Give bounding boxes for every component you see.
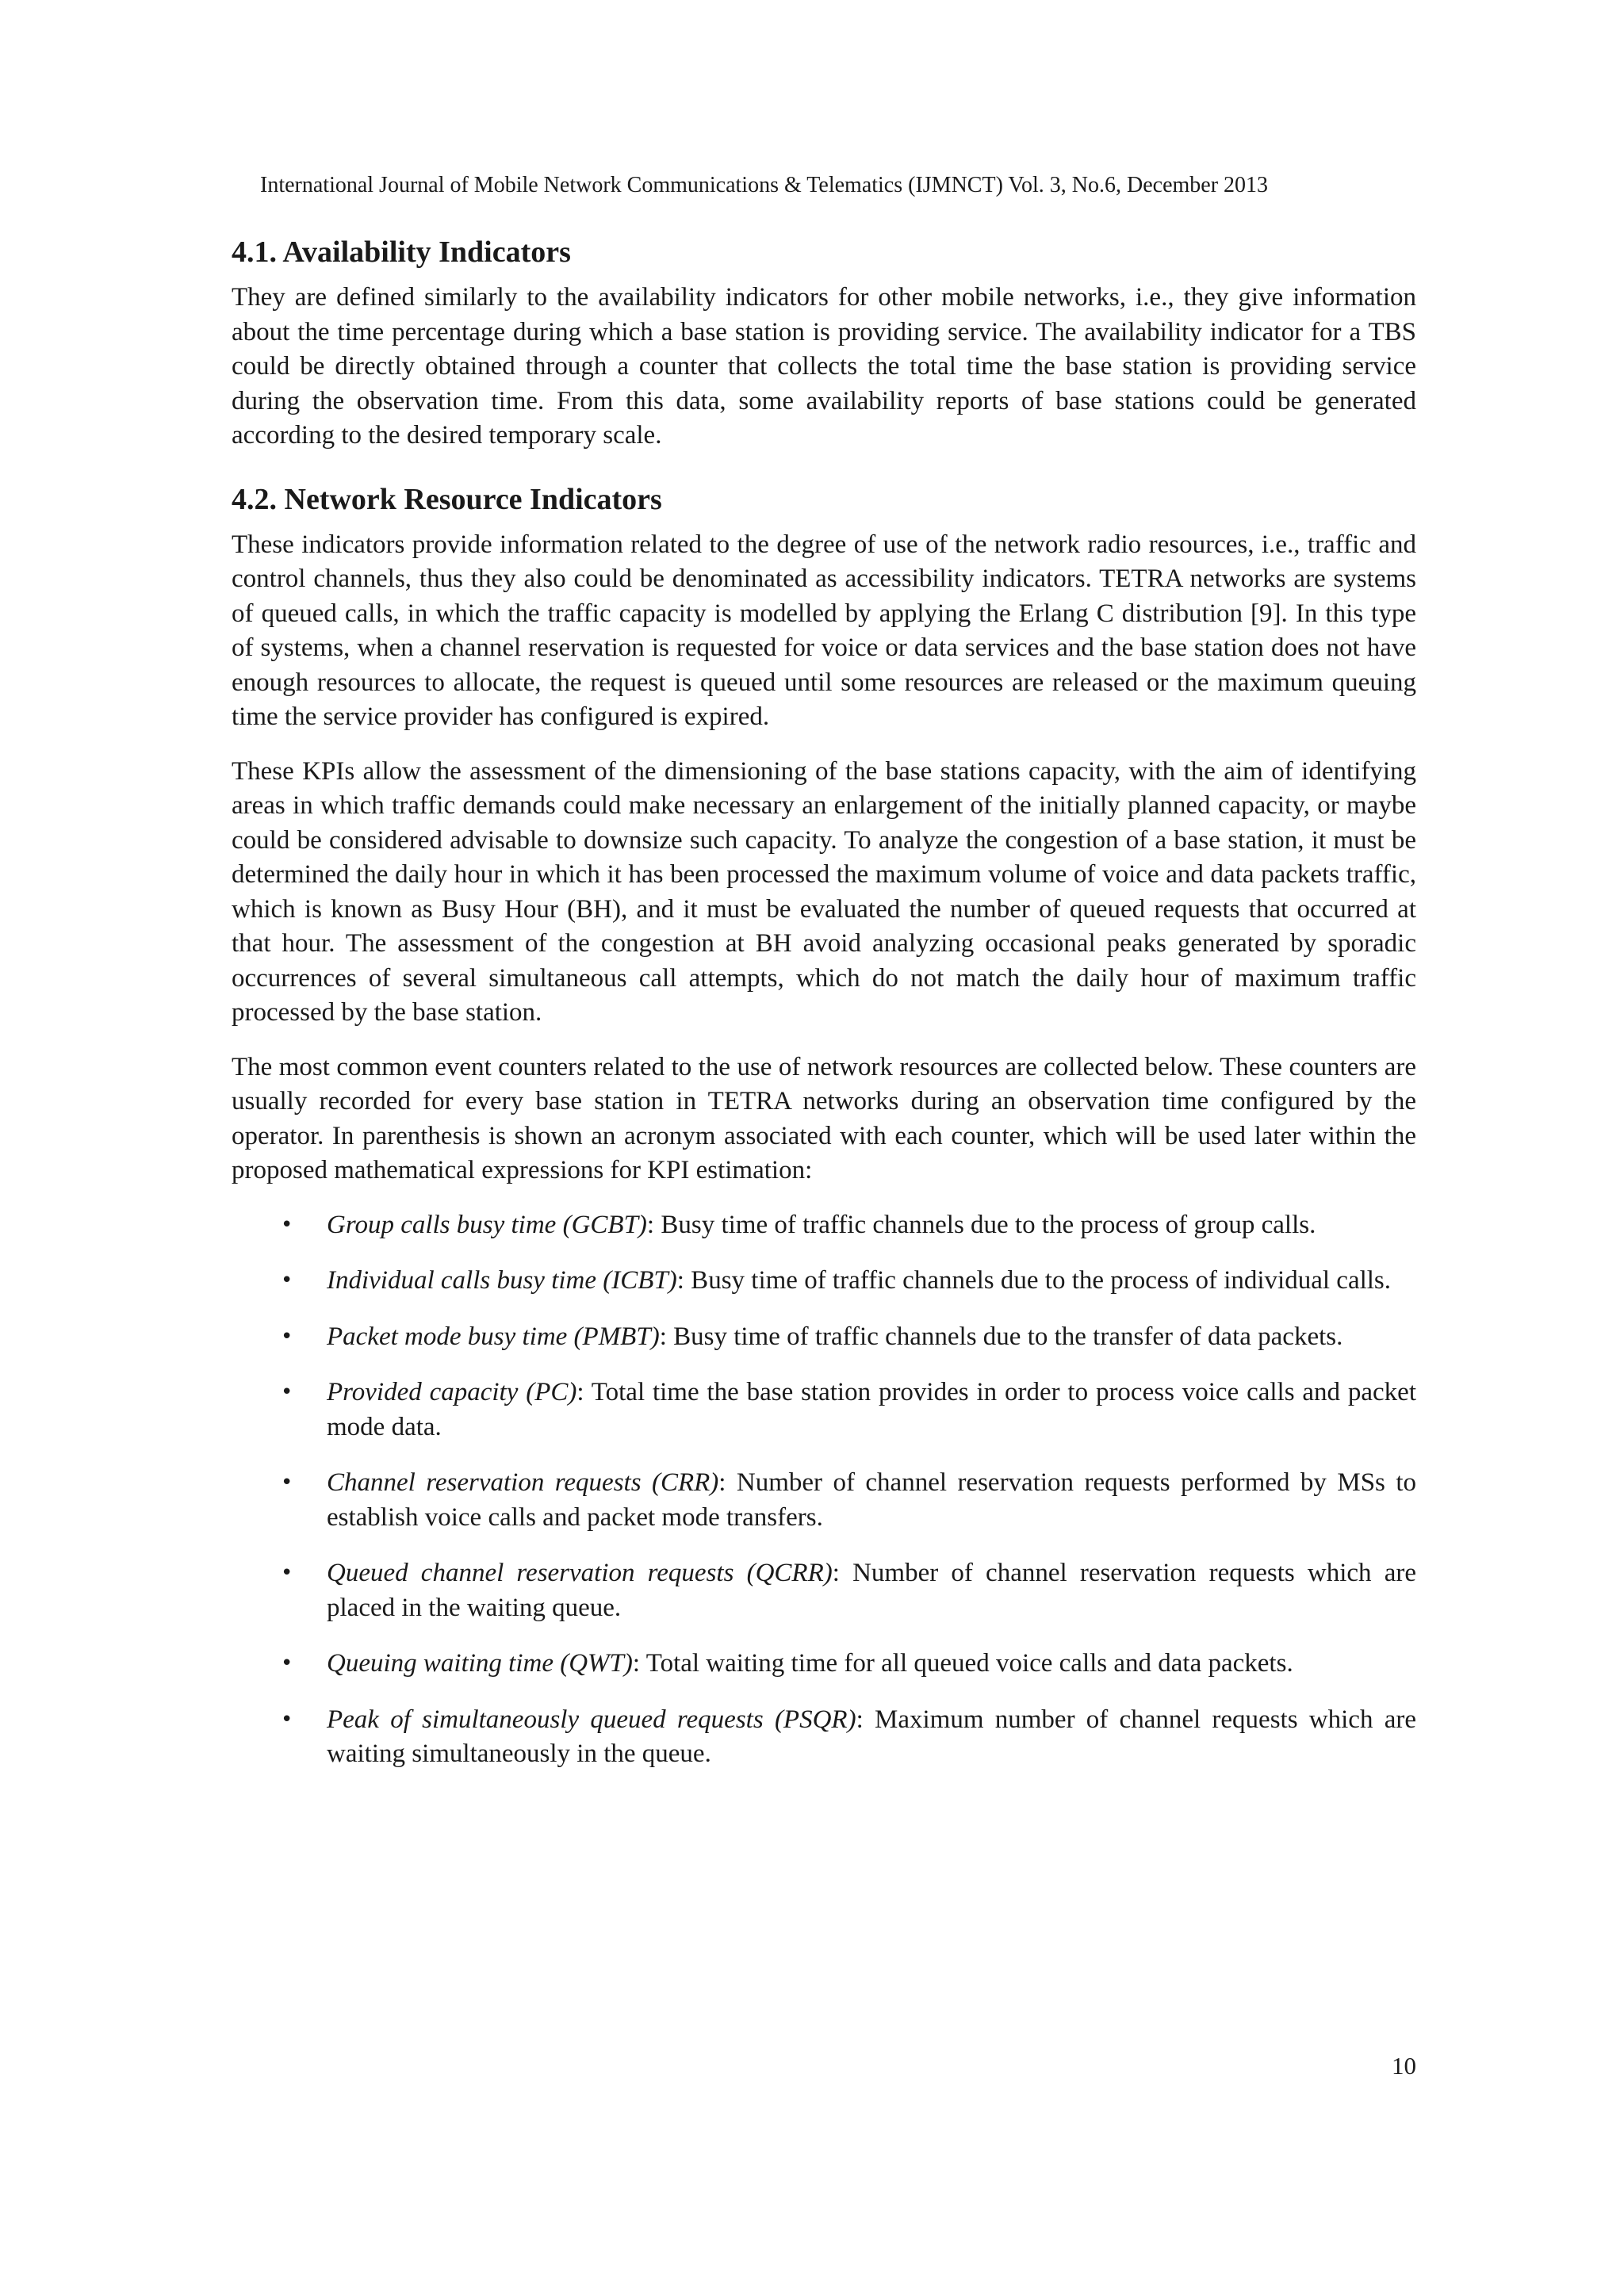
list-item-qcrr [232, 1556, 1416, 1625]
bullet-icon: • [281, 1324, 293, 1349]
counter-term: Provided capacity (PC) [327, 1378, 577, 1406]
bullet-icon: • [281, 1380, 293, 1404]
availability-paragraph: They are defined similarly to the availability indicators for other mobile networks, i.e., they give information about the time percentage during which a base station is providing service. The availability indicator for a TBS could be directly obtained through a counter that collects the total time the base station is providing service during the observation time. From this data, some availability reports of base stations could be generated according to the desired temporary scale. [232, 283, 1416, 450]
counter-term: Queued channel reservation requests (QCRR) [327, 1559, 833, 1587]
counter-term: Individual calls busy time (ICBT) [327, 1266, 677, 1295]
network-resource-paragraph-2: These KPIs allow the assessment of the dimensioning of the base stations capacity, with the aim of identifying areas in which traffic demands could make necessary an enlargement of the initially planned capacity, or maybe could be considered advisable to downsize such capacity. To analyze the congestion of a base station, it must be determined the daily hour in which it has been processed the maximum volume of voice and data packets traffic, which is known as Busy Hour (BH), and it must be evaluated the number of queued requests that occurred at that hour. The assessment of the congestion at BH avoid analyzing occasional peaks generated by sporadic occurrences of several simultaneous call attempts, which do not match the daily hour of maximum traffic processed by the base station. [232, 756, 1416, 1027]
bullet-icon: • [281, 1707, 293, 1732]
page-number: 10 [1392, 2052, 1416, 2080]
bullet-icon: • [281, 1212, 293, 1237]
counter-term: Queuing waiting time (QWT) [327, 1649, 633, 1678]
counter-term: Group calls busy time (GCBT) [327, 1210, 647, 1239]
network-resource-paragraph-1: These indicators provide information related to the degree of use of the network radio resources, i.e., traffic and control channels, thus they also could be denominated as accessibility indicators. TETRA networks are systems of queued calls, in which the traffic capacity is modelled by applying the Erlang C distribution [9]. In this type of systems, when a channel reservation is requested for voice or data services and the base station does not have enough resources to allocate, the request is queued until some resources are released or the maximum queuing time the service provider has configured is expired. [232, 530, 1416, 731]
counter-term: Packet mode busy time (PMBT) [327, 1322, 660, 1351]
list-item-pc [232, 1376, 1416, 1445]
counter-description: : Number of channel reservation requests performed by MSs to establish voice calls and packet mode transfers. [327, 1468, 1416, 1532]
list-item-pmbt [232, 1320, 1416, 1355]
counter-term: Peak of simultaneously queued requests (PSQR) [327, 1705, 856, 1734]
list-item-icbt [232, 1264, 1416, 1299]
counter-description: : Maximum number of channel requests which are waiting simultaneously in the queue. [327, 1705, 1416, 1768]
list-item-qwt [232, 1647, 1416, 1682]
section-heading-availability: 4.1. Availability Indicators [232, 235, 571, 269]
section-heading-network-resource: 4.2. Network Resource Indicators [232, 482, 662, 516]
counter-description: : Busy time of traffic channels due to the process of group calls. [646, 1210, 1316, 1239]
bullet-icon: • [281, 1471, 293, 1494]
counter-description: : Busy time of traffic channels due to the process of individual calls. [676, 1266, 1392, 1295]
bullet-icon: • [281, 1651, 293, 1675]
bullet-icon: • [281, 1561, 293, 1585]
counter-description: : Total waiting time for all queued voice calls and data packets. [632, 1649, 1293, 1678]
running-header: International Journal of Mobile Network Communications & Telematics (IJMNCT) Vol. 3, No.6, December 2013 [260, 173, 1269, 197]
list-item-crr [232, 1466, 1416, 1535]
list-item-gcbt [232, 1208, 1416, 1243]
page-content [232, 225, 1416, 1793]
network-resource-paragraph-3: The most common event counters related to the use of network resources are collected below. These counters are usually recorded for every base station in TETRA networks during an observation time configured by the operator. In parenthesis is shown an acronym associated with each counter, which will be used later within the proposed mathematical expressions for KPI estimation: [232, 1052, 1416, 1184]
counter-term: Channel reservation requests (CRR) [327, 1468, 719, 1497]
bullet-icon: • [281, 1269, 293, 1292]
counter-description: : Total time the base station provides in order to process voice calls and packet mode data. [327, 1378, 1416, 1441]
event-counter-list [232, 1208, 1416, 1772]
list-item-psqr [232, 1703, 1416, 1772]
counter-description: : Number of channel reservation requests which are placed in the waiting queue. [327, 1559, 1416, 1622]
counter-description: : Busy time of traffic channels due to the transfer of data packets. [659, 1322, 1343, 1351]
